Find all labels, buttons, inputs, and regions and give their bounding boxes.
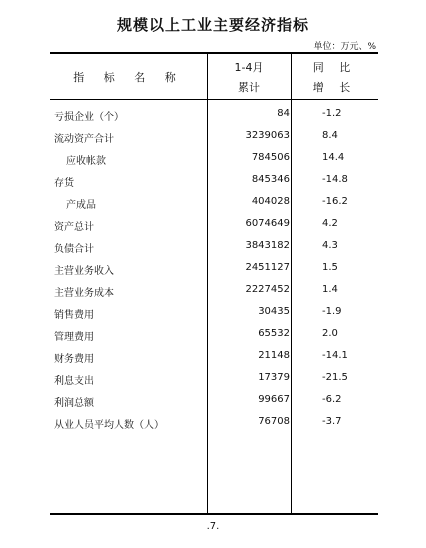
page-number: .7. [206, 521, 220, 532]
row-growth: -6.2 [322, 394, 342, 405]
row-growth: 2.0 [322, 328, 338, 339]
row-cumulative: 17379 [258, 372, 290, 383]
table-top-rule [50, 52, 378, 54]
row-cumulative: 2451127 [245, 262, 290, 273]
table-row [50, 346, 378, 368]
row-growth: 4.2 [322, 218, 338, 229]
table-row [50, 412, 378, 434]
row-cumulative: 65532 [258, 328, 290, 339]
row-cumulative: 3843182 [245, 240, 290, 251]
header-indicator-name: 指 标 名 称 [73, 71, 184, 84]
row-cumulative: 3239063 [245, 130, 290, 141]
header-cumulative-label: 累计 [238, 81, 260, 94]
header-cumulative-period: 1-4月 [234, 61, 264, 74]
row-cumulative: 6074649 [245, 218, 290, 229]
row-cumulative: 76708 [258, 416, 290, 427]
header-cumulative [207, 58, 291, 98]
row-label: 流动资产合计 [54, 134, 114, 145]
table-row [50, 192, 378, 214]
row-growth: 4.3 [322, 240, 338, 251]
table-row [50, 170, 378, 192]
table-row [50, 104, 378, 126]
row-growth: 1.4 [322, 284, 338, 295]
row-cumulative: 84 [277, 108, 290, 119]
row-cumulative: 30435 [258, 306, 290, 317]
table-row [50, 126, 378, 148]
table-row [50, 390, 378, 412]
row-label: 资产总计 [54, 222, 94, 233]
row-growth: -1.2 [322, 108, 342, 119]
table-row [50, 302, 378, 324]
table-row [50, 258, 378, 280]
row-label: 财务费用 [54, 354, 94, 365]
table-header-rule [50, 99, 378, 100]
row-label: 利息支出 [54, 376, 94, 387]
row-growth: 8.4 [322, 130, 338, 141]
table-row [50, 148, 378, 170]
row-cumulative: 21148 [258, 350, 290, 361]
table-row [50, 368, 378, 390]
row-label: 主营业务收入 [54, 266, 114, 277]
table-row [50, 236, 378, 258]
row-label: 负债合计 [54, 244, 94, 255]
header-yoy-line2: 增 长 [312, 81, 357, 94]
row-growth: -1.9 [322, 306, 342, 317]
row-growth: -16.2 [322, 196, 348, 207]
row-label: 存货 [54, 178, 74, 189]
row-growth: -14.8 [322, 174, 348, 185]
unit-note: 单位：万元、% [313, 42, 376, 52]
row-label: 产成品 [66, 200, 96, 211]
row-label: 销售费用 [54, 310, 94, 321]
row-growth: 1.5 [322, 262, 338, 273]
row-cumulative: 2227452 [245, 284, 290, 295]
row-label: 管理费用 [54, 332, 94, 343]
table-bottom-rule [50, 513, 378, 515]
row-cumulative: 845346 [251, 174, 290, 185]
row-growth: 14.4 [322, 152, 345, 163]
page-title: 规模以上工业主要经济指标 [116, 16, 309, 34]
row-growth: -14.1 [322, 350, 348, 361]
row-label: 应收帐款 [66, 156, 106, 167]
row-cumulative: 404028 [251, 196, 290, 207]
row-cumulative: 99667 [258, 394, 290, 405]
row-label: 利润总额 [54, 398, 94, 409]
table-row [50, 214, 378, 236]
header-yoy-line1: 同 比 [312, 61, 357, 74]
row-cumulative: 784506 [251, 152, 290, 163]
header-yoy-growth [291, 58, 378, 98]
row-label: 亏损企业（个） [54, 112, 124, 123]
row-growth: -21.5 [322, 372, 348, 383]
table-row [50, 324, 378, 346]
row-label: 主营业务成本 [54, 288, 114, 299]
table-row [50, 280, 378, 302]
row-label: 从业人员平均人数（人） [54, 420, 164, 431]
row-growth: -3.7 [322, 416, 342, 427]
